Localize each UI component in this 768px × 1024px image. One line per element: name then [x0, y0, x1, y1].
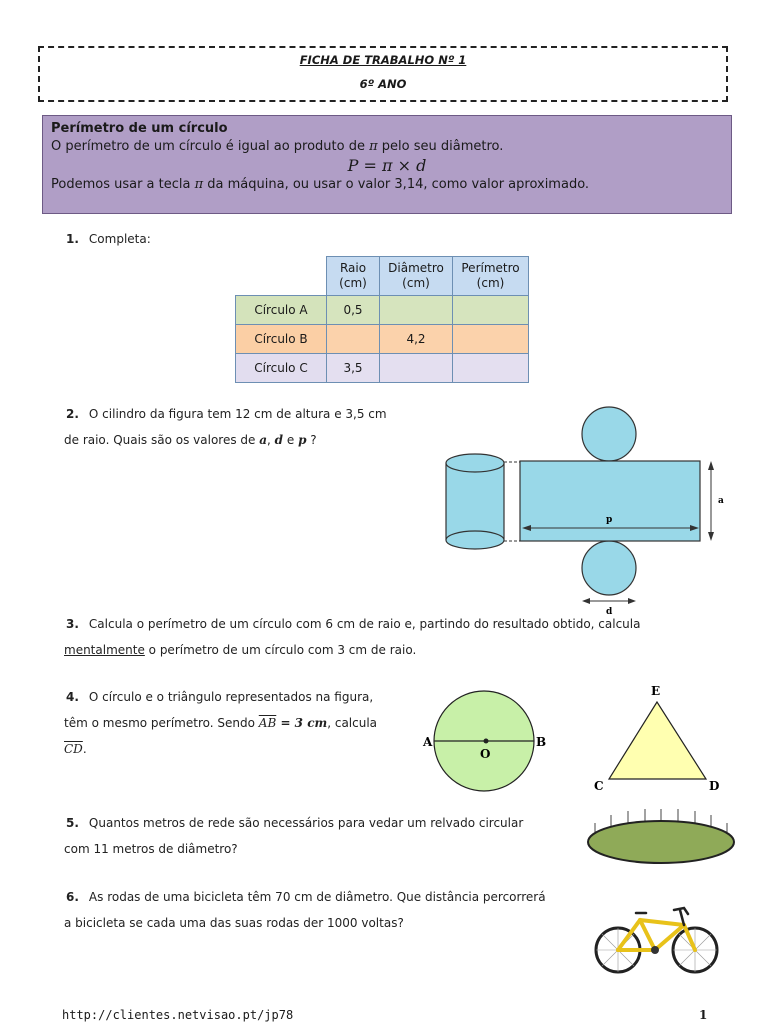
label-p: p: [606, 515, 613, 525]
info-line-1: O perímetro de um círculo é igual ao produto de π pelo seu diâmetro.: [51, 139, 504, 154]
fenced-lawn-icon: [583, 805, 738, 870]
segment-ab: $\overline{AB}$: [258, 716, 277, 730]
question-number: 3.: [66, 617, 79, 631]
cell-raio: 3,5: [327, 354, 380, 383]
net-bottom-circle: [582, 541, 636, 595]
label-d: d: [606, 607, 613, 617]
lawn-ellipse: [588, 821, 734, 863]
pi-symbol: π: [194, 177, 204, 192]
question-number: 6.: [66, 890, 79, 904]
question-number: 4.: [66, 690, 79, 704]
cell-raio: 0,5: [327, 296, 380, 325]
table-corner: [236, 257, 327, 296]
cell-perimetro: [453, 296, 529, 325]
info-title: Perímetro de um círculo: [51, 121, 228, 136]
row-label: Círculo C: [236, 354, 327, 383]
cell-diametro: 4,2: [380, 325, 453, 354]
cylinder-shape: [446, 454, 504, 549]
var-a: a: [259, 433, 268, 447]
worksheet-grade: 6º ANO: [359, 77, 407, 91]
yellow-triangle: [609, 702, 706, 779]
net-rectangle: [520, 461, 700, 541]
segment-cd: $\overline{CD}$: [64, 742, 83, 756]
row-label: Círculo B: [236, 325, 327, 354]
table-row: [236, 354, 529, 383]
question-text: Calcula o perímetro de um círculo com 6 cm de raio e, partindo do resultado obtido, calcula: [88, 617, 641, 631]
var-p: p: [298, 433, 307, 447]
segment-ab-value: = 3 cm: [276, 716, 328, 730]
label-D: D: [709, 779, 720, 793]
pi-symbol: π: [369, 139, 378, 154]
table-header-diametro: Diâmetro (cm): [380, 257, 453, 296]
question-text: O círculo e o triângulo representados na figura,: [88, 690, 374, 704]
cell-diametro: [380, 354, 453, 383]
net-top-circle: [582, 407, 636, 461]
footer-url[interactable]: http://clientes.netvisao.pt/jp78: [62, 1008, 294, 1022]
cell-perimetro: [453, 354, 529, 383]
question-number: 2.: [66, 407, 79, 421]
question-text: As rodas de uma bicicleta têm 70 cm de diâmetro. Que distância percorrerá: [88, 890, 546, 904]
cell-raio: [327, 325, 380, 354]
question-number: 5.: [66, 816, 79, 830]
perimeter-formula: P = π × d: [347, 156, 427, 175]
cylinder-net-figure: [440, 405, 740, 620]
label-O: O: [480, 747, 491, 761]
cell-diametro: [380, 296, 453, 325]
question-6: 6. As rodas de uma bicicleta têm 70 cm de diâmetro. Que distância percorrerá a bicicleta se cada uma das suas rodas der 1000 voltas?: [64, 890, 546, 930]
question-text: Quantos metros de rede são necessários para vedar um relvado circular: [88, 816, 524, 830]
cell-perimetro: [453, 325, 529, 354]
worksheet-header: [38, 46, 728, 102]
table-header-perimetro: Perímetro (cm): [453, 257, 529, 296]
question-number: 1.: [66, 232, 79, 246]
question-4: 4. O círculo e o triângulo representados na figura, têm o mesmo perímetro. Sendo $\overline{AB} = 3$ cm, calcula $\overline{CD}$.: [64, 690, 378, 756]
label-a: a: [718, 496, 724, 506]
label-E: E: [651, 684, 661, 698]
question-1: [66, 226, 151, 252]
question-text: Completa:: [88, 232, 151, 246]
circle-table: [235, 256, 529, 383]
table-header-raio: Raio (cm): [327, 257, 380, 296]
underlined-word: mentalmente: [64, 643, 145, 657]
bicycle-icon: [590, 900, 725, 980]
question-2: 2. O cilindro da figura tem 12 cm de altura e 3,5 cm de raio. Quais são os valores de a, d e p ?: [64, 407, 387, 447]
label-B: B: [536, 735, 547, 749]
label-A: A: [423, 735, 433, 749]
worksheet-title: FICHA DE TRABALHO Nº 1: [299, 53, 467, 67]
var-d: d: [274, 433, 284, 447]
label-C: C: [594, 779, 604, 793]
question-5: 5. Quantos metros de rede são necessários para vedar um relvado circular com 11 metros de diâmetro?: [64, 816, 524, 856]
question-3: 3. Calcula o perímetro de um círculo com 6 cm de raio e, partindo do resultado obtido, calcula mentalmente o perímetro de um círculo com 3 cm de raio.: [64, 617, 641, 657]
info-box: [42, 115, 732, 214]
info-line-3: Podemos usar a tecla π da máquina, ou usar o valor 3,14, como valor aproximado.: [51, 177, 590, 192]
page-number: 1: [699, 1008, 708, 1022]
row-label: Círculo A: [236, 296, 327, 325]
question-text: O cilindro da figura tem 12 cm de altura e 3,5 cm: [88, 407, 387, 421]
table-row: [236, 296, 529, 325]
circle-triangle-figure: [420, 680, 730, 795]
table-row: [236, 325, 529, 354]
